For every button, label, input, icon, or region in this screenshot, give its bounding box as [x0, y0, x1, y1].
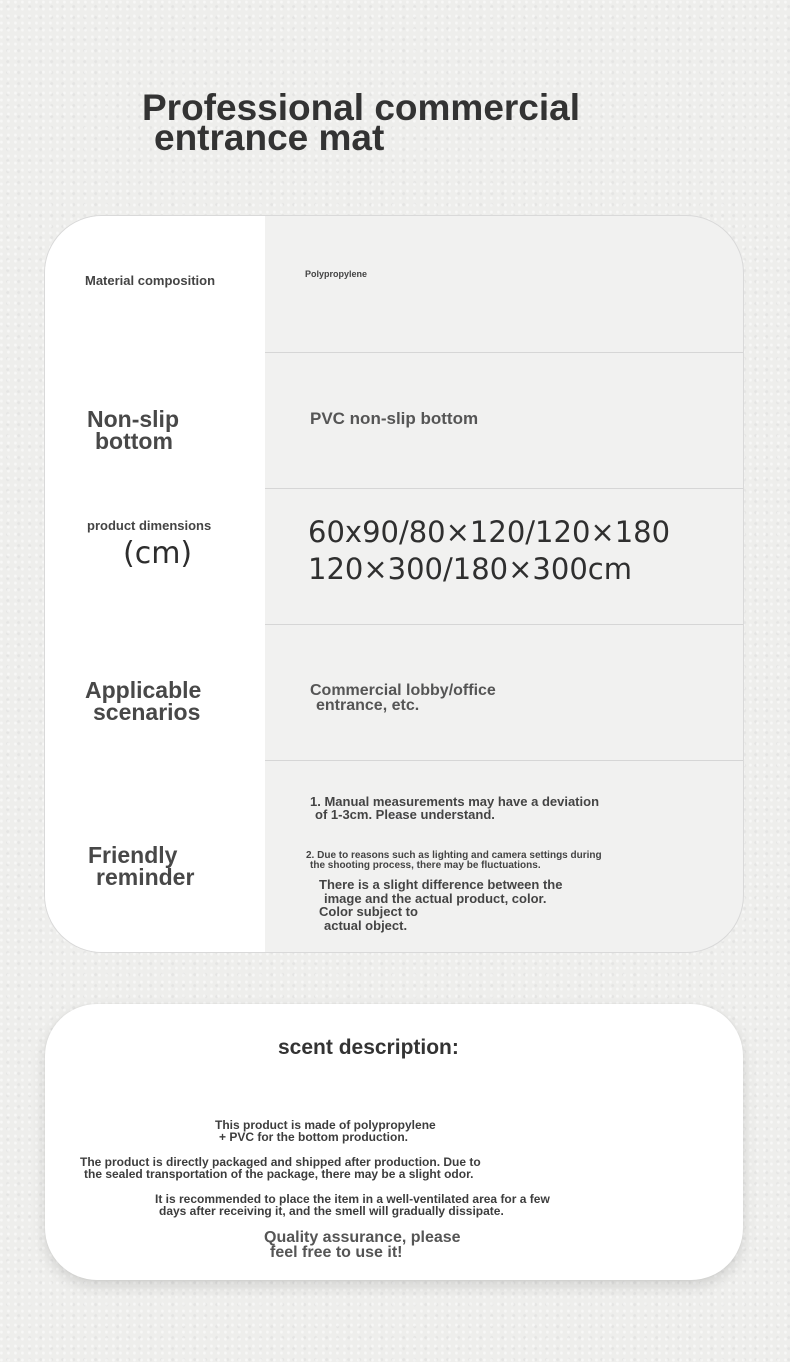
spec-label-cell: [45, 216, 265, 352]
scenarios-label: [85, 679, 201, 723]
scent-p3-line-2: days after receiving it, and the smell will gradually dissipate.: [159, 1204, 504, 1218]
reminder-note-1-line-1: 1. Manual measurements may have a deviation: [310, 794, 600, 809]
reminder-note-2-line-2: the shooting process, there may be fluctuations.: [310, 860, 541, 871]
spec-row-nonslip: [45, 352, 743, 489]
reminder-label: [88, 844, 194, 888]
scenarios-label-line-2: scenarios: [93, 699, 201, 725]
dimensions-unit: (cm): [123, 536, 193, 571]
reminder-note-1: [310, 795, 599, 821]
scent-p3-line-1: It is recommended to place the item in a well-ventilated area for a few: [155, 1192, 550, 1206]
scent-title: scent description:: [278, 1036, 459, 1059]
scent-paragraph-2: [80, 1156, 481, 1180]
scent-p2-line-2: the sealed transportation of the package, there may be a slight odor.: [84, 1167, 474, 1181]
nonslip-label: [87, 408, 179, 452]
spec-row-material: [45, 216, 743, 353]
scent-card: [45, 1004, 743, 1280]
reminder-label-line-1: Friendly: [88, 842, 178, 868]
dimensions-value-line-2: 120×300/180×300cm: [308, 552, 632, 586]
material-label: Material composition: [85, 273, 216, 288]
spec-table: [44, 215, 744, 953]
reminder-note-3-line-2: image and the actual product, color.: [324, 890, 547, 906]
nonslip-label-line-2: bottom: [95, 428, 173, 454]
dimensions-label: product dimensions: [87, 518, 212, 533]
spec-label-cell: [45, 624, 265, 760]
page-title-line-1: Professional commercial: [142, 87, 581, 128]
spec-value-cell: [265, 216, 743, 352]
scent-paragraph-3: [155, 1193, 550, 1217]
dimensions-value-line-1: 60x90/80×120/120×180: [308, 515, 671, 549]
reminder-note-3-line-1: There is a slight difference between the: [319, 877, 563, 892]
scent-p1-line-1: This product is made of polypropylene: [215, 1118, 436, 1132]
scenarios-value-line-2: entrance, etc.: [316, 697, 420, 714]
spec-value-cell: [265, 352, 743, 488]
dimensions-value: [308, 514, 670, 588]
spec-label-cell: [45, 488, 265, 624]
scent-closing-line-1: Quality assurance, please: [264, 1229, 461, 1246]
reminder-note-3-line-4: actual object.: [324, 917, 408, 933]
scent-closing: [264, 1230, 461, 1260]
page-title-line-2: entrance mat: [154, 117, 385, 158]
scenarios-value: [310, 683, 496, 713]
reminder-note-2-line-1: 2. Due to reasons such as lighting and camera settings during: [306, 850, 602, 861]
scenarios-label-line-1: Applicable: [85, 677, 202, 703]
spec-value-cell: [265, 488, 743, 624]
material-value: Polypropylene: [305, 269, 368, 279]
reminder-note-2: [306, 851, 602, 871]
scent-p1-line-2: + PVC for the bottom production.: [219, 1130, 408, 1144]
spec-row-reminder: [45, 760, 743, 952]
scent-closing-line-2: feel free to use it!: [270, 1244, 403, 1261]
spec-label-cell: [45, 352, 265, 488]
reminder-note-1-line-2: of 1-3cm. Please understand.: [315, 807, 495, 822]
spec-value-cell: [265, 760, 743, 952]
scenarios-value-line-1: Commercial lobby/office: [310, 682, 496, 699]
reminder-label-line-2: reminder: [96, 864, 195, 890]
nonslip-label-line-1: Non-slip: [87, 406, 179, 432]
spec-label-cell: [45, 760, 265, 952]
nonslip-value: PVC non-slip bottom: [310, 409, 479, 428]
scent-p2-line-1: The product is directly packaged and shipped after production. Due to: [80, 1155, 481, 1169]
scent-paragraph-1: [215, 1119, 436, 1143]
reminder-note-3-line-3: Color subject to: [319, 904, 418, 919]
reminder-note-3: [319, 878, 562, 932]
spec-value-cell: [265, 624, 743, 760]
page-title: [142, 87, 702, 158]
spec-row-dimensions: [45, 488, 743, 625]
spec-row-scenarios: [45, 624, 743, 761]
